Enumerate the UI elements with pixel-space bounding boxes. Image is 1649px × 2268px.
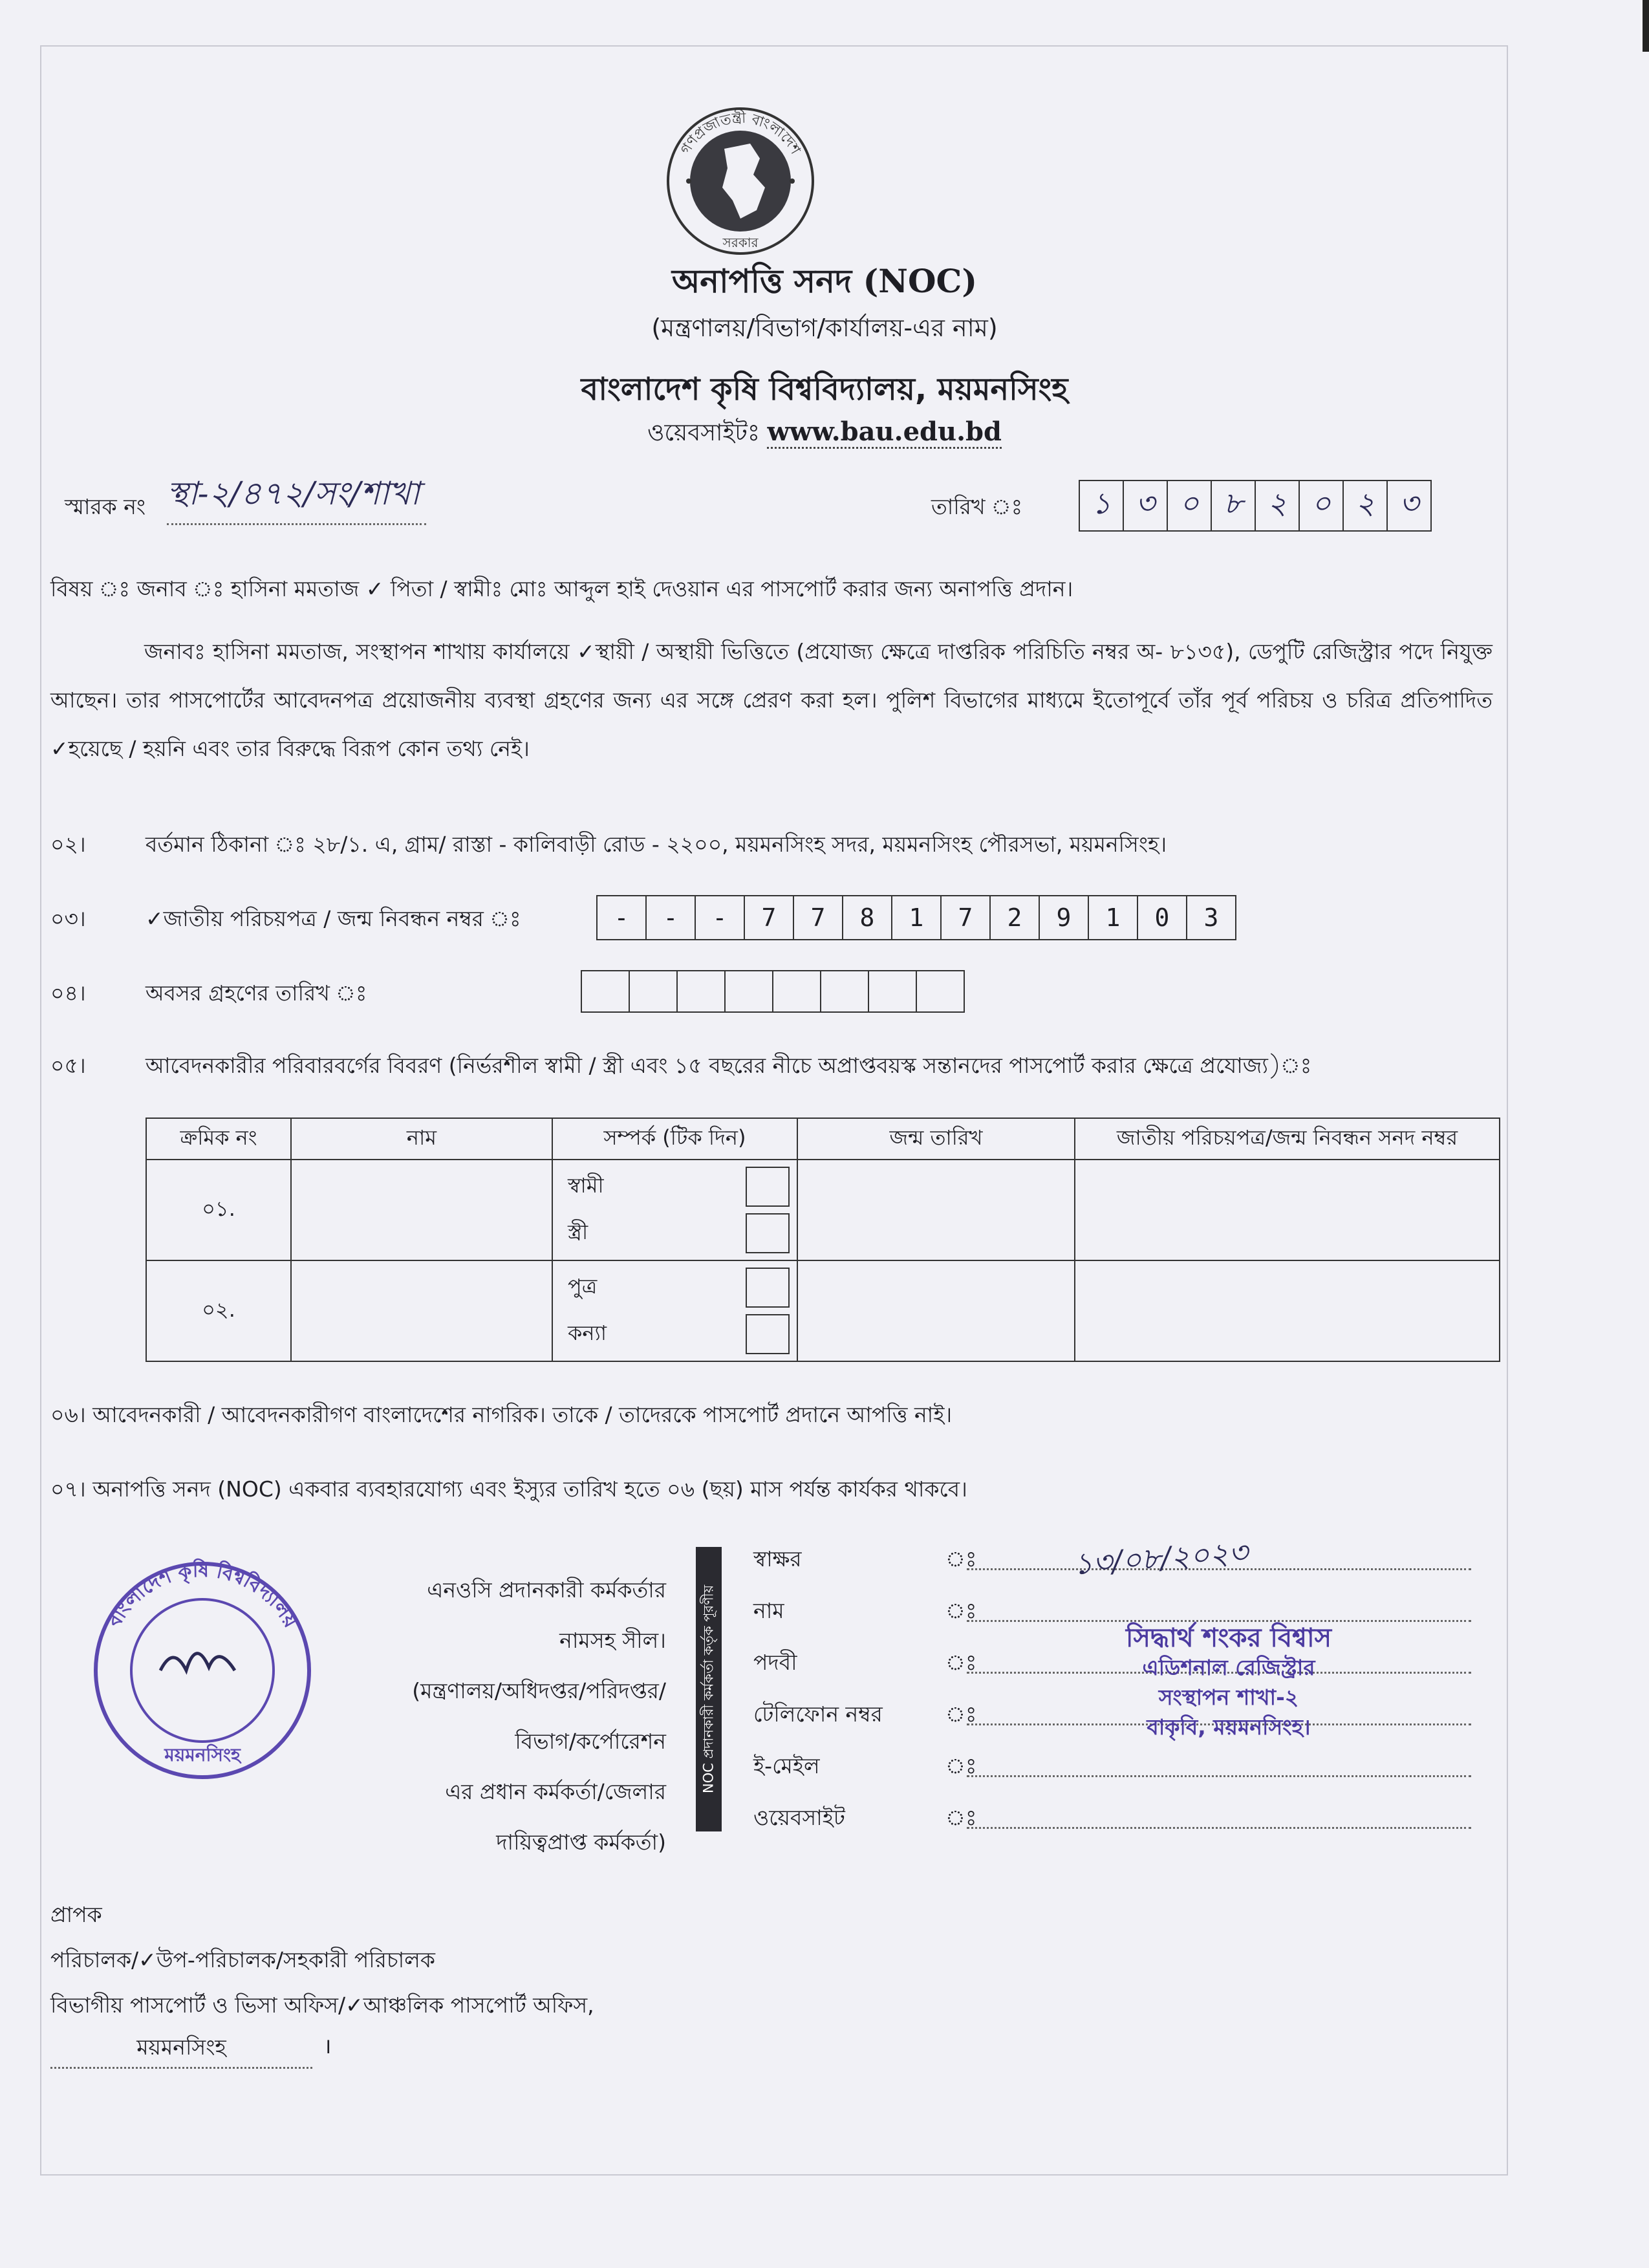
field-phone-label: টেলিফোন নম্বর [753,1701,883,1727]
seal-text: বাংলাদেশ কৃষি বিশ্ববিদ্যালয় [103,1559,302,1632]
digit-box: ৩ [1124,481,1168,530]
digit-box: - [598,896,647,939]
item-07-text: ০৭। অনাপত্তি সনদ (NOC) একবার ব্যবহারযোগ্য এবং ইস্যুর তারিখ হতে ০৬ (ছয়) মাস পর্যন্ত কার্যকর থাকবে। [50,1476,967,1502]
digit-box: 9 [1040,896,1089,939]
header-birthdate: জন্ম তারিখ [797,1118,1075,1160]
item-04-number: ০৪। [50,980,86,1006]
item-03-number: ০৩। [50,906,86,931]
relation-checkbox[interactable] [746,1314,790,1354]
digit-box: 7 [745,896,794,939]
digit-box: 1 [892,896,942,939]
website-line [0,415,1649,454]
header-serial: ক্রমিক নং [146,1118,291,1160]
family-table [146,1118,1500,1362]
recipient-line-2: বিভাগীয় পাসপোর্ট ও ভিসা অফিস/✓আঞ্চলিক পাসপোর্ট অফিস, [50,1993,594,2018]
field-sep: ঃ [945,1805,977,1830]
field-sep: ঃ [945,1753,977,1778]
field-name-label: নাম [753,1598,784,1623]
svg-text:বাংলাদেশ কৃষি বিশ্ববিদ্যালয় [103,1558,303,1632]
recipient-line-3-end: । [323,2033,332,2058]
recipient-label: প্রাপক [50,1902,102,1927]
handwritten-signature: ১৩/০৮/২০২৩ [1072,1534,1249,1582]
scan-edge [1643,0,1649,52]
emblem-text: গণপ্রজাতন্ত্রী বাংলাদেশ [677,110,804,158]
nid-boxes [596,895,1236,940]
signatory-desc-line: বিভাগ/কর্পোরেশন [515,1729,666,1754]
row-name[interactable] [291,1160,552,1260]
university-seal-icon [89,1557,316,1784]
body-paragraph: জনাবঃ হাসিনা মমতাজ, সংস্থাপন শাখায় কার্যালয়ে ✓স্থায়ী / অস্থায়ী ভিত্তিতে (প্রযোজ্য ক্ষেত্রে দাপ্তরিক পরিচিতি নম্বর অ- ৮১৩৫), ডেপুটি রেজিস্ট্রার পদে নিযুক্ত আছেন। তার পাসপোর্টের আবেদনপত্র প্রয়োজনীয় ব্যবস্থা গ্রহণের জন্য এর সঙ্গে প্রেরণ করা হল। পুলিশ বিভাগের মাধ্যমে ইতোপূর্বে তাঁর পূর্ব পরিচয় ও চরিত্র প্রতিপাদিত ✓হয়েছে / হয়নি এবং তার বিরুদ্ধে বিরূপ কোন তথ্য নেই। [50,639,1493,761]
memo-number: স্থা-২/৪৭২/সং/শাখা [167,470,426,525]
recipient-line-1: পরিচালক/✓উপ-পরিচালক/সহকারী পরিচালক [50,1947,435,1972]
row-nid[interactable] [1075,1160,1500,1260]
row-relation [552,1160,797,1260]
header-name: নাম [291,1118,552,1160]
signatory-desc-line: (মন্ত্রণালয়/অধিদপ্তর/পরিদপ্তর/ [412,1678,666,1703]
digit-box: 7 [942,896,991,939]
row-serial: ০১. [146,1160,291,1260]
website-label: ওয়েবসাইটঃ [647,420,760,446]
date-label: তারিখ ঃ [931,494,1023,519]
digit-box: ১ [1080,481,1124,530]
item-02-number: ০২। [50,832,86,857]
field-email-label: ই-মেইল [753,1753,820,1778]
digit-box: ৮ [1212,481,1256,530]
digit-box: ৩ [1399,486,1419,521]
signatory-desc-line: দায়িত্বপ্রাপ্ত কর্মকর্তা) [496,1830,666,1855]
table-row [146,1160,1500,1260]
signatory-desc-line: এনওসি প্রদানকারী কর্মকর্তার [427,1577,666,1603]
item-06-text: ০৬। আবেদনকারী / আবেদনকারীগণ বাংলাদেশের নাগরিক। তাকে / তাদেরকে পাসপোর্ট প্রদানে আপত্তি নাই। [50,1402,953,1427]
stamp-location: বাকৃবি, ময়মনসিংহ। [1147,1714,1311,1740]
date-boxes [1079,480,1432,532]
signatory-desc-line: এর প্রধান কর্মকর্তা/জেলার [445,1779,666,1804]
header-relation: সম্পর্ক (টিক দিন) [552,1118,797,1160]
field-signature-label: স্বাক্ষর [753,1546,802,1571]
digit-box: ০ [1300,481,1344,530]
document-subtitle: (মন্ত্রণালয়/বিভাগ/কার্যালয়-এর নাম) [651,314,998,342]
page-border [40,45,1508,2176]
digit-box: 0 [1138,896,1187,939]
field-sep: ঃ [945,1598,977,1623]
digit-box: 7 [794,896,843,939]
row-birthdate[interactable] [797,1160,1075,1260]
name-line[interactable] [967,1620,1471,1622]
relation-label: কন্যা [568,1321,607,1345]
digit-box: 8 [843,896,892,939]
table-header-row [146,1118,1500,1160]
item-05-number: ০৫। [50,1053,86,1078]
digit-box: ২ [1256,481,1300,530]
emblem-bottom: সরকার [722,235,759,250]
digit-box: - [696,896,745,939]
row-serial: ০২. [146,1260,291,1361]
document-title: অনাপত্তি সনদ (NOC) [672,262,977,300]
relation-checkbox[interactable] [746,1268,790,1308]
website-url: www.bau.edu.bd [767,416,1001,449]
field-designation-label: পদবী [753,1650,797,1675]
digit-box: 2 [991,896,1040,939]
digit-box: 3 [1203,903,1219,932]
government-emblem-icon [663,103,818,259]
relation-checkbox[interactable] [746,1213,790,1253]
field-sep: ঃ [945,1650,977,1675]
item-05-text: আবেদনকারীর পরিবারবর্গের বিবরণ (নির্ভরশীল স্বামী / স্ত্রী এবং ১৫ বছরের নীচে অপ্রাপ্তবয়স্ক সন্তানদের পাসপোর্ট করার ক্ষেত্রে প্রযোজ্য)ঃ [146,1053,1312,1078]
signatory-description [349,1565,666,1868]
table-row [146,1260,1500,1361]
email-line[interactable] [967,1775,1471,1777]
field-sep: ঃ [945,1701,977,1727]
item-02-address: বর্তমান ঠিকানা ঃ ২৮/১. এ, গ্রাম/ রাস্তা - কালিবাড়ী রোড - ২২০০, ময়মনসিংহ সদর, ময়মনসিংহ পৌরসভা, ময়মনসিংহ। [146,832,1167,857]
header-nid: জাতীয় পরিচয়পত্র/জন্ম নিবন্ধন সনদ নম্বর [1075,1118,1500,1160]
stamp-designation: এডিশনাল রেজিস্ট্রার [1142,1655,1315,1680]
stamp-name: সিদ্ধার্থ শংকর বিশ্বাস [1126,1623,1331,1653]
recipient-line-3: ময়মনসিংহ [50,2031,312,2069]
organization-name: বাংলাদেশ কৃষি বিশ্ববিদ্যালয়, ময়মনসিংহ [581,371,1068,407]
seal-bottom-text: ময়মনসিংহ [164,1744,241,1766]
field-website-label: ওয়েবসাইট [753,1805,845,1830]
relation-label: পুত্র [568,1274,598,1299]
relation-label: স্বামী [568,1173,604,1198]
digit-box: ০ [1168,481,1212,530]
digit-box: - [647,896,696,939]
website-line-field[interactable] [967,1827,1471,1829]
item-04-label: অবসর গ্রহণের তারিখ ঃ [146,980,367,1006]
signatory-desc-line: নামসহ সীল। [559,1628,666,1653]
digit-box: ২ [1344,481,1388,530]
item-03-label: ✓জাতীয় পরিচয়পত্র / জন্ম নিবন্ধন নম্বর ঃ [146,906,521,931]
noc-vertical-label: NOC প্রদানকারী কর্মকর্তা কর্তৃক পূরণীয় [696,1547,722,1831]
memo-label: স্মারক নং [65,494,146,519]
stamp-section: সংস্থাপন শাখা-২ [1158,1685,1299,1710]
subject-line: বিষয় ঃ জনাব ঃ হাসিনা মমতাজ ✓ পিতা / স্বামীঃ মোঃ আব্দুল হাই দেওয়ান এর পাসপোর্ট করার জন্য অনাপত্তি প্রদান। [50,576,1073,601]
row-nid[interactable] [1075,1260,1500,1361]
digit-box: 1 [1089,896,1138,939]
relation-label: স্ত্রী [568,1220,588,1244]
row-name[interactable] [291,1260,552,1361]
retirement-date-boxes [581,970,965,1013]
row-birthdate[interactable] [797,1260,1075,1361]
field-sep: ঃ [945,1546,977,1571]
row-relation [552,1260,797,1361]
relation-checkbox[interactable] [746,1167,790,1207]
officer-stamp [1009,1623,1449,1742]
